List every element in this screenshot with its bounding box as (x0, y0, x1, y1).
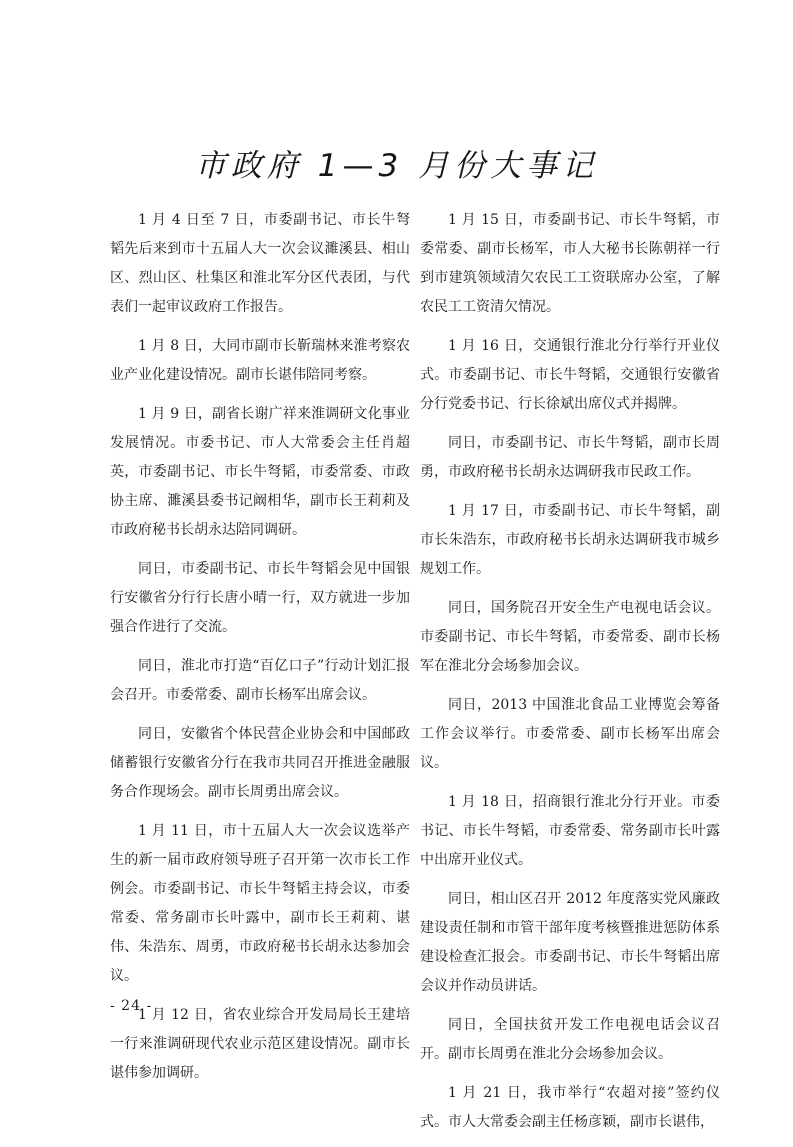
event-paragraph: 同日，市委副书记、市长牛弩韬会见中国银行安徽省分行行长唐小晴一行，双方就进一步加强合作进行了交流。 (110, 561, 410, 635)
event-paragraph: 同日，安徽省个体民营企业协会和中国邮政储蓄银行安徽省分行在我市共同召开推进金融服务合作现场会。副市长周勇出席会议。 (110, 726, 410, 800)
event-paragraph: 1 月 18 日，招商银行淮北分行开业。市委书记、市长牛弩韬，市委常委、常务副市长叶露中出席开业仪式。 (420, 794, 720, 868)
event-paragraph: 1 月 8 日，大同市副市长靳瑞林来淮考察农业产业化建设情况。副市长谌伟陪同考察。 (110, 338, 410, 383)
left-column (110, 206, 410, 1098)
event-paragraph: 同日，国务院召开安全生产电视电话会议。市委副书记、市长牛弩韬，市委常委、副市长杨军在淮北分会场参加会议。 (420, 600, 720, 674)
event-paragraph: 1 月 12 日，省农业综合开发局局长王建培一行来淮调研现代农业示范区建设情况。副市长谌伟参加调研。 (110, 1007, 410, 1081)
page-number: - 24 - (110, 998, 153, 1014)
event-paragraph: 1 月 17 日，市委副书记、市长牛弩韬，副市长朱浩东，市政府秘书长胡永达调研我市城乡规划工作。 (420, 503, 720, 577)
event-paragraph: 1 月 15 日，市委副书记、市长牛弩韬，市委常委、副市长杨军，市人大秘书长陈朝祥一行到市建筑领域清欠农民工工资联席办公室，了解农民工工资清欠情况。 (420, 212, 720, 315)
page-title: 市政府 1—3 月份大事记 (194, 148, 599, 184)
right-column (420, 206, 720, 1147)
event-paragraph: 同日，相山区召开 2012 年度落实党风廉政建设责任制和市管干部年度考核暨推进惩防体系建设检查汇报会。市委副书记、市长牛弩韬出席会议并作动员讲话。 (420, 891, 720, 994)
event-paragraph: 1 月 4 日至 7 日，市委副书记、市长牛弩韬先后来到市十五届人大一次会议濉溪县、相山区、烈山区、杜集区和淮北军分区代表团，与代表们一起审议政府工作报告。 (110, 212, 410, 315)
event-paragraph: 1 月 16 日，交通银行淮北分行举行开业仪式。市委副书记、市长牛弩韬，交通银行安徽省分行党委书记、行长徐斌出席仪式并揭牌。 (420, 338, 720, 412)
event-paragraph: 1 月 21 日，我市举行“农超对接”签约仪式。市人大常委会副主任杨彦颖，副市长谌伟， (420, 1085, 720, 1130)
event-paragraph: 同日，2013 中国淮北食品工业博览会筹备工作会议举行。市委常委、副市长杨军出席会议。 (420, 697, 720, 771)
event-paragraph: 同日，市委副书记、市长牛弩韬，副市长周勇，市政府秘书长胡永达调研我市民政工作。 (420, 435, 720, 480)
event-paragraph: 同日，全国扶贫开发工作电视电话会议召开。副市长周勇在淮北分会场参加会议。 (420, 1017, 720, 1062)
event-paragraph: 同日，淮北市打造“百亿口子”行动计划汇报会召开。市委常委、副市长杨军出席会议。 (110, 658, 410, 703)
event-paragraph: 1 月 11 日，市十五届人大一次会议选举产生的新一届市政府领导班子召开第一次市长工作例会。市委副书记、市长牛弩韬主持会议，市委常委、常务副市长叶露中，副市长王莉莉、谌伟、朱浩东、周勇，市政府秘书长胡永达参加会议。 (110, 823, 410, 984)
event-paragraph: 1 月 9 日，副省长谢广祥来淮调研文化事业发展情况。市委书记、市人大常委会主任肖超英，市委副书记、市长牛弩韬，市委常委、市政协主席、濉溪县委书记阚相华，副市长王莉莉及市政府秘书长胡永达陪同调研。 (110, 406, 410, 538)
